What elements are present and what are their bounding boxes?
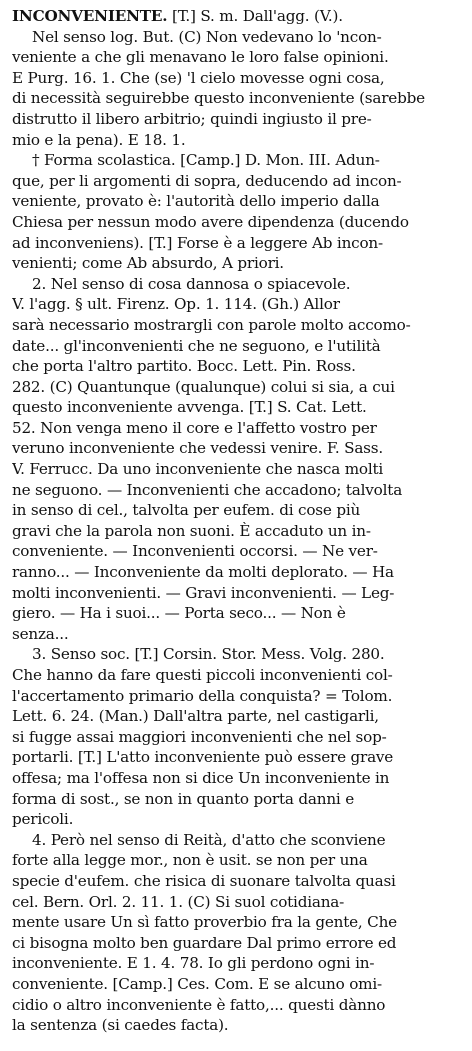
entry-line xyxy=(12,171,462,192)
entry-line xyxy=(12,933,462,954)
line-text: Lett. 6. 24. (Man.) Dall'altra parte, nel castigarli, xyxy=(12,707,379,726)
line-text: 52. Non venga meno il core e l'affetto vostro per xyxy=(12,418,377,437)
entry-line xyxy=(12,233,462,254)
entry-line xyxy=(12,1015,462,1036)
entry-line xyxy=(12,624,462,645)
line-text: Che hanno da fare questi piccoli inconvenienti col- xyxy=(12,666,393,684)
entry-line xyxy=(12,27,462,48)
entry-line xyxy=(12,6,462,27)
entry-line xyxy=(12,850,462,871)
line-text: molti inconvenienti. — Gravi inconvenienti. — Leg- xyxy=(12,583,395,602)
line-text: mio e la pena). E 18. 1. xyxy=(12,130,186,149)
line-text: questo inconveniente avvenga. [T.] S. Cat. Lett. xyxy=(12,398,367,417)
line-text: ranno... — Inconveniente da molti deplorato. — Ha xyxy=(12,563,394,582)
entry-line xyxy=(12,974,462,995)
entry-line xyxy=(12,521,462,542)
line-text: di necessità seguirebbe questo inconveniente (sarebbe xyxy=(12,89,425,108)
entry-line xyxy=(12,789,462,810)
line-text: che porta l'altro partito. Bocc. Lett. Pin. Ross. xyxy=(12,357,356,376)
entry-line xyxy=(12,88,462,109)
line-text: pericoli. xyxy=(12,810,74,829)
entry-line xyxy=(12,871,462,892)
line-text: forma di sost., se non in quanto porta danni e xyxy=(12,789,354,808)
entry-line xyxy=(12,995,462,1016)
line-text: mente usare Un sì fatto proverbio fra la gente, Che xyxy=(12,913,397,932)
entry-line xyxy=(12,747,462,768)
entry-line xyxy=(12,603,462,624)
entry-line xyxy=(12,109,462,130)
line-text: inconveniente. E 1. 4. 78. Io gli perdono ogni in- xyxy=(12,954,375,973)
line-text: 4. Però nel senso di Reità, d'atto che sconviene xyxy=(32,830,386,849)
entry-line xyxy=(12,150,462,171)
line-text: in senso di cel., talvolta per eufem. di cose più xyxy=(12,501,361,520)
line-text: veniente, provato è: l'autorità dello imperio dalla xyxy=(12,192,380,211)
line-text: distrutto il libero arbitrio; quindi ingiusto il pre- xyxy=(12,109,372,128)
line-text: 282. (C) Quantunque (qualunque) colui si sia, a cui xyxy=(12,377,395,396)
line-text: si fugge assai maggiori inconvenienti che nel sop- xyxy=(12,727,387,746)
entry-line xyxy=(12,541,462,562)
entry-line xyxy=(12,377,462,398)
entry-line xyxy=(12,892,462,913)
line-text: offesa; ma l'offesa non si dice Un inconveniente in xyxy=(12,768,390,787)
entry-line xyxy=(12,130,462,151)
dictionary-entry xyxy=(12,6,462,1036)
entry-line xyxy=(12,68,462,89)
line-text: senza... xyxy=(12,624,69,643)
line-text: cel. Bern. Orl. 2. 11. 1. (C) Si suol cotidiana- xyxy=(12,892,345,911)
entry-line xyxy=(12,315,462,336)
entry-line xyxy=(12,706,462,727)
entry-line xyxy=(12,253,462,274)
entry-line xyxy=(12,562,462,583)
line-text: 3. Senso soc. [T.] Corsin. Stor. Mess. Volg. 280. xyxy=(32,645,385,664)
entry-line xyxy=(12,418,462,439)
line-text: ad inconveniens). [T.] Forse è a leggere Ab incon- xyxy=(12,233,383,252)
line-text: V. Ferrucc. Da uno inconveniente che nasca molti xyxy=(12,460,384,479)
entry-line xyxy=(12,665,462,686)
entry-line xyxy=(12,47,462,68)
entry-line xyxy=(12,830,462,851)
entry-line xyxy=(12,459,462,480)
entry-line xyxy=(12,191,462,212)
entry-line xyxy=(12,583,462,604)
entry-line xyxy=(12,480,462,501)
entry-line xyxy=(12,912,462,933)
entry-line xyxy=(12,438,462,459)
entry-line xyxy=(12,727,462,748)
line-text: giero. — Ha i suoi... — Porta seco... — Non è xyxy=(12,604,346,623)
line-text: [T.] S. m. Dall'agg. (V.). xyxy=(167,7,343,25)
entry-line xyxy=(12,768,462,789)
entry-line xyxy=(12,644,462,665)
entry-line xyxy=(12,356,462,377)
line-text: sarà necessario mostrargli con parole molto accomo- xyxy=(12,315,411,334)
entry-line xyxy=(12,294,462,315)
line-text: veniente a che gli menavano le loro false opinioni. xyxy=(12,48,389,67)
line-text: venienti; come Ab absurdo, A priori. xyxy=(12,254,284,273)
entry-line xyxy=(12,397,462,418)
line-text: l'accertamento primario della conquista? = Tolom. xyxy=(12,686,393,705)
line-text: portarli. [T.] L'atto inconveniente può essere grave xyxy=(12,748,394,767)
line-text: conveniente. [Camp.] Ces. Com. E se alcuno omi- xyxy=(12,974,382,993)
line-text: veruno inconveniente che vedessi venire. F. Sass. xyxy=(12,439,383,458)
entry-line xyxy=(12,212,462,233)
line-text: forte alla legge mor., non è usit. se non per una xyxy=(12,851,368,870)
entry-line xyxy=(12,500,462,521)
line-text: Nel senso log. But. (C) Non vedevano lo 'ncon- xyxy=(32,27,382,46)
line-text: la sentenza (si caedes facta). xyxy=(12,1016,229,1035)
line-text: date... gl'inconvenienti che ne seguono, e l'utilità xyxy=(12,336,381,355)
headword: INCONVENIENTE. xyxy=(12,7,168,25)
line-text: gravi che la parola non suoni. È accaduto un in- xyxy=(12,521,371,540)
entry-line xyxy=(12,953,462,974)
line-text: † Forma scolastica. [Camp.] D. Mon. III. Adun- xyxy=(32,151,380,170)
line-text: V. l'agg. § ult. Firenz. Op. 1. 114. (Gh.) Allor xyxy=(12,295,340,314)
entry-line xyxy=(12,274,462,295)
line-text: E Purg. 16. 1. Che (se) 'l cielo movesse ogni cosa, xyxy=(12,68,385,87)
line-text: specie d'eufem. che risica di suonare talvolta quasi xyxy=(12,871,396,890)
line-text: 2. Nel senso di cosa dannosa o spiacevole. xyxy=(32,274,351,293)
line-text: ci bisogna molto ben guardare Dal primo errore ed xyxy=(12,933,397,952)
line-text: ne seguono. — Inconvenienti che accadono; talvolta xyxy=(12,480,403,499)
line-text: que, per li argomenti di sopra, deducendo ad incon- xyxy=(12,171,402,190)
entry-line xyxy=(12,686,462,707)
entry-line xyxy=(12,809,462,830)
line-text: Chiesa per nessun modo avere dipendenza (ducendo xyxy=(12,212,409,231)
line-text: cidio o altro inconveniente è fatto,... questi dànno xyxy=(12,995,386,1014)
line-text: conveniente. — Inconvenienti occorsi. — Ne ver- xyxy=(12,542,378,561)
entry-line xyxy=(12,336,462,357)
